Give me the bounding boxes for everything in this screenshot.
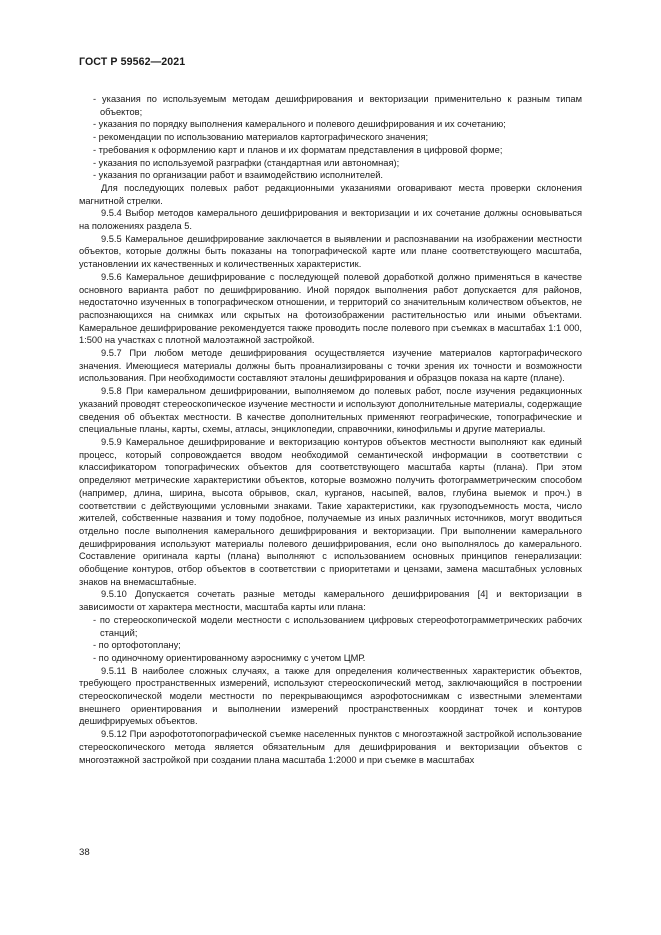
list-item: - рекомендации по использованию материалов картографического значения; bbox=[93, 132, 429, 143]
paragraph: Для последующих полевых работ редакционными указаниями оговаривают места проверки склонения магнитной стрелки. bbox=[79, 182, 582, 206]
paragraph: 9.5.4 Выбор методов камерального дешифрирования и векторизации и их сочетание должны основываться на положениях раздела 5. bbox=[79, 208, 582, 232]
paragraph: 9.5.12 При аэрофототопографической съемке населенных пунктов с многоэтажной застройкой использование стереоскопического метода является обязательным для дешифрирования и векторизации объектов с многоэтажной застройкой при создании плана масштаба 1:2000 и при съемке в масштабах bbox=[79, 729, 582, 765]
list-item: - указания по порядку выполнения камерального и полевого дешифрирования и их сочетанию; bbox=[93, 119, 506, 130]
page-number: 38 bbox=[79, 847, 90, 858]
list-item: - по стереоскопической модели местности с использованием цифровых стереофотограмметрических рабочих станций; bbox=[93, 614, 582, 638]
paragraph: 9.5.11 В наиболее сложных случаях, а также для определения количественных характеристик объектов, требующего пространственных измерений, используют стереоскопический метод, заключающийся в построении стереоскопической модели местности по перекрывающимся аэрофотоснимкам с известными элементами внешнего ориентирования и выполнении измерений пространственных координат точек и контуров дешифрируемых объектов. bbox=[79, 665, 582, 727]
list-item: - указания по используемым методам дешифрирования и векторизации применительно к разным типам объектов; bbox=[93, 94, 582, 117]
paragraph: 9.5.9 Камеральное дешифрирование и векторизацию контуров объектов местности выполняют как единый процесс, который сопровождается вводом необходимой семантической информации в соответствии с классификатором топографических объектов для соответствующего масштаба карты (плана). При этом определяют метрические характеристики объектов, которые возможно получить фотограмметрическим способом (например, длина, ширина, высота обрывов, скал, курганов, насыпей, валов, глубина выемок и проч.) в соответствии с действующими условными знаками. Такие характеристики, как грузоподъемность моста, число жителей, собственные названия и тому подобное, получаемые из иных различных источников, могут вводиться отдельно после выполнения камерального дешифрирования и векторизации. При выполнении камерального дешифрирования используют материалы полевого дешифрирования, если оно выполнялось до камерального. Составление оригинала карты (плана) выполняют с использованием основных принципов генерализации: обобщение контуров, отбор объектов в соответствии с приоритетами и цензами, замена масштабных условных знаков на внемасштабные. bbox=[79, 436, 582, 587]
list-item: - по одиночному ориентированному аэроснимку с учетом ЦМР. bbox=[93, 652, 366, 663]
list-item: - по ортофотоплану; bbox=[93, 640, 181, 651]
list-item: - указания по организации работ и взаимодействию исполнителей. bbox=[93, 170, 384, 181]
paragraph: 9.5.8 При камеральном дешифрировании, выполняемом до полевых работ, после изучения редакционных указаний проводят стереоскопическое изучение местности и используют дополнительные материалы, содержащие сведения об объектах местности. В качестве дополнительных применяют географические, топографические и специальные планы, карты, схемы, атласы, энциклопедии, справочники, кинофильмы и другие материалы. bbox=[79, 386, 582, 435]
paragraph: 9.5.5 Камеральное дешифрирование заключается в выявлении и распознавании на изображении местности объектов, которые должны быть показаны на топографической карте или плане соответствующего масштаба, установлении их качественных и количественных характеристик. bbox=[79, 233, 582, 270]
list-item: - требования к оформлению карт и планов и их форматам представления в цифровой форме; bbox=[93, 144, 503, 155]
paragraph: 9.5.6 Камеральное дешифрирование с последующей полевой доработкой должно применяться в качестве основного варианта работ по дешифрированию. Иной порядок выполнения работ допускается для районов, недостаточно изученных в топографическом отношении, и территорий со значительным количеством объектов, не распознающихся на снимках или скрытых на фотоизображении растительностью или иными объектами. Камеральное дешифрирование рекомендуется также проводить после полевого при съемках в масштабах 1:1 000, 1:500 на участках с плотной малоэтажной застройкой. bbox=[79, 271, 582, 346]
paragraph: 9.5.7 При любом методе дешифрирования осуществляется изучение материалов картографического значения. Имеющиеся материалы должны быть проанализированы с точки зрения их точности и возможности использования. При необходимости составляют эталоны дешифрирования и образцов показа на карте (плане). bbox=[79, 348, 582, 384]
document-header: ГОСТ Р 59562—2021 bbox=[79, 56, 186, 68]
paragraph: 9.5.10 Допускается сочетать разные методы камерального дешифрирования [4] и векторизации в зависимости от характера местности, масштаба карты или плана: bbox=[79, 589, 582, 613]
list-item: - указания по используемой разграфки (стандартная или автономная); bbox=[93, 157, 400, 168]
document-body bbox=[79, 93, 582, 766]
